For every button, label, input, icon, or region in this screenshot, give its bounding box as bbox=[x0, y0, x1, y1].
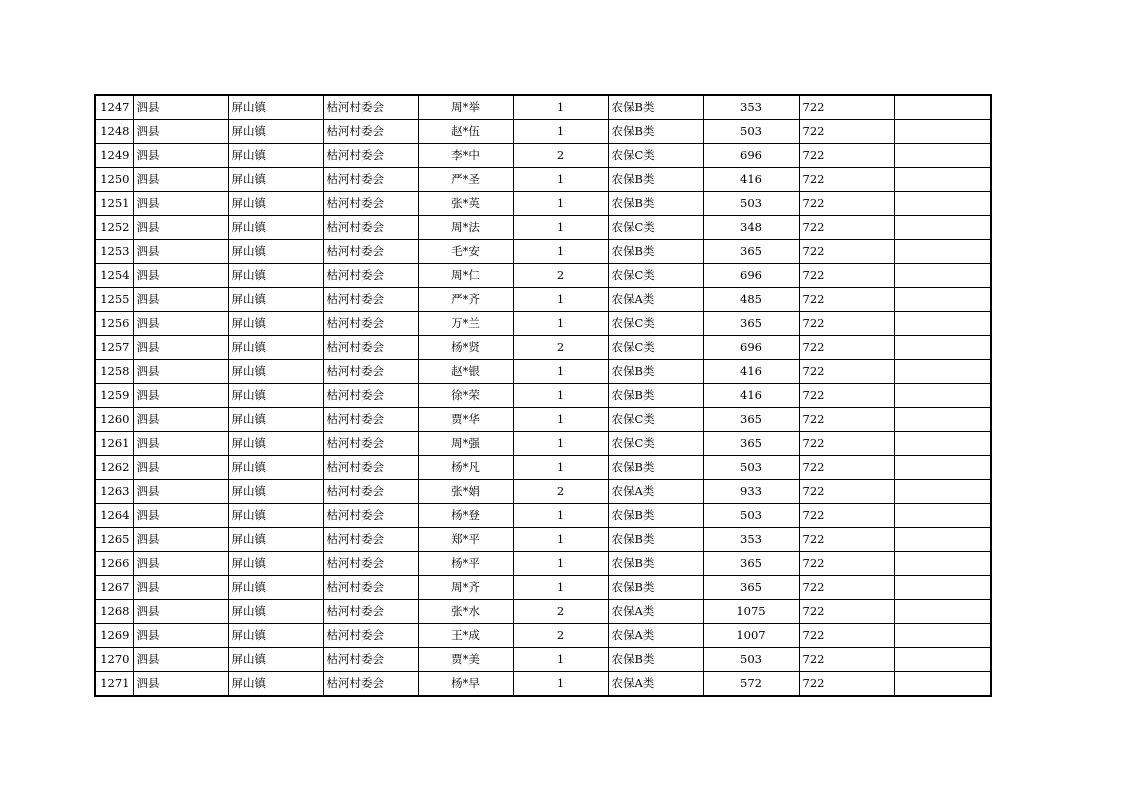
amount-cell: 365 bbox=[703, 240, 799, 264]
row-number-cell: 1249 bbox=[95, 144, 133, 168]
table-row bbox=[95, 408, 991, 432]
county-cell: 泗县 bbox=[133, 216, 228, 240]
standard-cell: 722 bbox=[799, 456, 894, 480]
village-committee-cell: 枯河村委会 bbox=[323, 168, 418, 192]
town-cell: 屏山镇 bbox=[228, 288, 323, 312]
town-cell: 屏山镇 bbox=[228, 360, 323, 384]
village-committee-cell: 枯河村委会 bbox=[323, 624, 418, 648]
remark-cell bbox=[894, 600, 991, 624]
table-row bbox=[95, 312, 991, 336]
household-count-cell: 1 bbox=[513, 384, 608, 408]
person-name-cell: 杨*凡 bbox=[418, 456, 513, 480]
insurance-category-cell: 农保B类 bbox=[608, 120, 703, 144]
household-count-cell: 2 bbox=[513, 264, 608, 288]
insurance-category-cell: 农保A类 bbox=[608, 624, 703, 648]
remark-cell bbox=[894, 408, 991, 432]
person-name-cell: 杨*登 bbox=[418, 504, 513, 528]
household-count-cell: 1 bbox=[513, 120, 608, 144]
table-row bbox=[95, 240, 991, 264]
insurance-category-cell: 农保C类 bbox=[608, 312, 703, 336]
insurance-category-cell: 农保B类 bbox=[608, 648, 703, 672]
household-count-cell: 1 bbox=[513, 408, 608, 432]
county-cell: 泗县 bbox=[133, 432, 228, 456]
town-cell: 屏山镇 bbox=[228, 624, 323, 648]
town-cell: 屏山镇 bbox=[228, 480, 323, 504]
person-name-cell: 周*仁 bbox=[418, 264, 513, 288]
standard-cell: 722 bbox=[799, 120, 894, 144]
remark-cell bbox=[894, 360, 991, 384]
standard-cell: 722 bbox=[799, 576, 894, 600]
county-cell: 泗县 bbox=[133, 600, 228, 624]
amount-cell: 503 bbox=[703, 648, 799, 672]
row-number-cell: 1257 bbox=[95, 336, 133, 360]
person-name-cell: 赵*伍 bbox=[418, 120, 513, 144]
county-cell: 泗县 bbox=[133, 95, 228, 120]
household-count-cell: 1 bbox=[513, 312, 608, 336]
remark-cell bbox=[894, 216, 991, 240]
county-cell: 泗县 bbox=[133, 360, 228, 384]
row-number-cell: 1253 bbox=[95, 240, 133, 264]
person-name-cell: 严*圣 bbox=[418, 168, 513, 192]
person-name-cell: 周*法 bbox=[418, 216, 513, 240]
insurance-category-cell: 农保C类 bbox=[608, 336, 703, 360]
standard-cell: 722 bbox=[799, 216, 894, 240]
row-number-cell: 1248 bbox=[95, 120, 133, 144]
county-cell: 泗县 bbox=[133, 552, 228, 576]
household-count-cell: 1 bbox=[513, 240, 608, 264]
remark-cell bbox=[894, 264, 991, 288]
county-cell: 泗县 bbox=[133, 648, 228, 672]
town-cell: 屏山镇 bbox=[228, 120, 323, 144]
insurance-category-cell: 农保C类 bbox=[608, 216, 703, 240]
person-name-cell: 张*英 bbox=[418, 192, 513, 216]
standard-cell: 722 bbox=[799, 168, 894, 192]
household-count-cell: 1 bbox=[513, 168, 608, 192]
village-committee-cell: 枯河村委会 bbox=[323, 312, 418, 336]
remark-cell bbox=[894, 504, 991, 528]
town-cell: 屏山镇 bbox=[228, 192, 323, 216]
amount-cell: 416 bbox=[703, 384, 799, 408]
remark-cell bbox=[894, 240, 991, 264]
table-row bbox=[95, 120, 991, 144]
standard-cell: 722 bbox=[799, 432, 894, 456]
table-row bbox=[95, 360, 991, 384]
town-cell: 屏山镇 bbox=[228, 456, 323, 480]
village-committee-cell: 枯河村委会 bbox=[323, 240, 418, 264]
village-committee-cell: 枯河村委会 bbox=[323, 456, 418, 480]
row-number-cell: 1268 bbox=[95, 600, 133, 624]
amount-cell: 503 bbox=[703, 192, 799, 216]
amount-cell: 416 bbox=[703, 360, 799, 384]
row-number-cell: 1265 bbox=[95, 528, 133, 552]
town-cell: 屏山镇 bbox=[228, 336, 323, 360]
town-cell: 屏山镇 bbox=[228, 95, 323, 120]
county-cell: 泗县 bbox=[133, 192, 228, 216]
village-committee-cell: 枯河村委会 bbox=[323, 144, 418, 168]
town-cell: 屏山镇 bbox=[228, 168, 323, 192]
county-cell: 泗县 bbox=[133, 336, 228, 360]
household-count-cell: 1 bbox=[513, 288, 608, 312]
standard-cell: 722 bbox=[799, 600, 894, 624]
amount-cell: 503 bbox=[703, 504, 799, 528]
standard-cell: 722 bbox=[799, 240, 894, 264]
remark-cell bbox=[894, 384, 991, 408]
standard-cell: 722 bbox=[799, 192, 894, 216]
household-count-cell: 1 bbox=[513, 216, 608, 240]
county-cell: 泗县 bbox=[133, 456, 228, 480]
insurance-category-cell: 农保B类 bbox=[608, 528, 703, 552]
standard-cell: 722 bbox=[799, 144, 894, 168]
amount-cell: 353 bbox=[703, 528, 799, 552]
town-cell: 屏山镇 bbox=[228, 552, 323, 576]
table-row bbox=[95, 528, 991, 552]
county-cell: 泗县 bbox=[133, 672, 228, 697]
standard-cell: 722 bbox=[799, 552, 894, 576]
row-number-cell: 1267 bbox=[95, 576, 133, 600]
insurance-category-cell: 农保A类 bbox=[608, 480, 703, 504]
person-name-cell: 张*水 bbox=[418, 600, 513, 624]
row-number-cell: 1251 bbox=[95, 192, 133, 216]
amount-cell: 503 bbox=[703, 456, 799, 480]
household-count-cell: 2 bbox=[513, 624, 608, 648]
amount-cell: 1007 bbox=[703, 624, 799, 648]
insurance-category-cell: 农保B类 bbox=[608, 576, 703, 600]
table-row bbox=[95, 168, 991, 192]
village-committee-cell: 枯河村委会 bbox=[323, 288, 418, 312]
insurance-category-cell: 农保C类 bbox=[608, 408, 703, 432]
standard-cell: 722 bbox=[799, 504, 894, 528]
insurance-category-cell: 农保C类 bbox=[608, 144, 703, 168]
remark-cell bbox=[894, 120, 991, 144]
county-cell: 泗县 bbox=[133, 528, 228, 552]
table-row bbox=[95, 216, 991, 240]
amount-cell: 365 bbox=[703, 432, 799, 456]
table-row bbox=[95, 192, 991, 216]
row-number-cell: 1270 bbox=[95, 648, 133, 672]
remark-cell bbox=[894, 672, 991, 697]
household-count-cell: 1 bbox=[513, 528, 608, 552]
remark-cell bbox=[894, 576, 991, 600]
county-cell: 泗县 bbox=[133, 264, 228, 288]
row-number-cell: 1252 bbox=[95, 216, 133, 240]
town-cell: 屏山镇 bbox=[228, 216, 323, 240]
insurance-category-cell: 农保C类 bbox=[608, 432, 703, 456]
table-row bbox=[95, 672, 991, 697]
row-number-cell: 1247 bbox=[95, 95, 133, 120]
person-name-cell: 贾*华 bbox=[418, 408, 513, 432]
insurance-category-cell: 农保B类 bbox=[608, 552, 703, 576]
household-count-cell: 2 bbox=[513, 480, 608, 504]
row-number-cell: 1258 bbox=[95, 360, 133, 384]
amount-cell: 572 bbox=[703, 672, 799, 697]
household-count-cell: 1 bbox=[513, 192, 608, 216]
amount-cell: 503 bbox=[703, 120, 799, 144]
row-number-cell: 1255 bbox=[95, 288, 133, 312]
county-cell: 泗县 bbox=[133, 408, 228, 432]
insurance-category-cell: 农保B类 bbox=[608, 192, 703, 216]
standard-cell: 722 bbox=[799, 288, 894, 312]
insurance-category-cell: 农保A类 bbox=[608, 672, 703, 697]
person-name-cell: 杨*贤 bbox=[418, 336, 513, 360]
amount-cell: 696 bbox=[703, 264, 799, 288]
row-number-cell: 1264 bbox=[95, 504, 133, 528]
insurance-category-cell: 农保B类 bbox=[608, 360, 703, 384]
remark-cell bbox=[894, 528, 991, 552]
person-name-cell: 杨*早 bbox=[418, 672, 513, 697]
county-cell: 泗县 bbox=[133, 144, 228, 168]
village-committee-cell: 枯河村委会 bbox=[323, 264, 418, 288]
remark-cell bbox=[894, 648, 991, 672]
town-cell: 屏山镇 bbox=[228, 528, 323, 552]
amount-cell: 696 bbox=[703, 336, 799, 360]
table-row bbox=[95, 95, 991, 120]
row-number-cell: 1271 bbox=[95, 672, 133, 697]
remark-cell bbox=[894, 144, 991, 168]
remark-cell bbox=[894, 312, 991, 336]
standard-cell: 722 bbox=[799, 95, 894, 120]
insurance-category-cell: 农保C类 bbox=[608, 264, 703, 288]
village-committee-cell: 枯河村委会 bbox=[323, 600, 418, 624]
village-committee-cell: 枯河村委会 bbox=[323, 216, 418, 240]
insurance-category-cell: 农保B类 bbox=[608, 456, 703, 480]
remark-cell bbox=[894, 624, 991, 648]
town-cell: 屏山镇 bbox=[228, 648, 323, 672]
person-name-cell: 周*齐 bbox=[418, 576, 513, 600]
person-name-cell: 毛*安 bbox=[418, 240, 513, 264]
amount-cell: 1075 bbox=[703, 600, 799, 624]
town-cell: 屏山镇 bbox=[228, 432, 323, 456]
town-cell: 屏山镇 bbox=[228, 576, 323, 600]
household-count-cell: 2 bbox=[513, 144, 608, 168]
village-committee-cell: 枯河村委会 bbox=[323, 336, 418, 360]
town-cell: 屏山镇 bbox=[228, 408, 323, 432]
household-count-cell: 1 bbox=[513, 360, 608, 384]
insurance-category-cell: 农保B类 bbox=[608, 240, 703, 264]
village-committee-cell: 枯河村委会 bbox=[323, 552, 418, 576]
insurance-category-cell: 农保A类 bbox=[608, 600, 703, 624]
insurance-category-cell: 农保B类 bbox=[608, 95, 703, 120]
insurance-category-cell: 农保B类 bbox=[608, 384, 703, 408]
household-count-cell: 1 bbox=[513, 504, 608, 528]
standard-cell: 722 bbox=[799, 672, 894, 697]
county-cell: 泗县 bbox=[133, 576, 228, 600]
person-name-cell: 杨*平 bbox=[418, 552, 513, 576]
table-row bbox=[95, 384, 991, 408]
town-cell: 屏山镇 bbox=[228, 600, 323, 624]
county-cell: 泗县 bbox=[133, 480, 228, 504]
town-cell: 屏山镇 bbox=[228, 312, 323, 336]
person-name-cell: 王*成 bbox=[418, 624, 513, 648]
standard-cell: 722 bbox=[799, 336, 894, 360]
standard-cell: 722 bbox=[799, 360, 894, 384]
amount-cell: 416 bbox=[703, 168, 799, 192]
household-count-cell: 1 bbox=[513, 648, 608, 672]
table-row bbox=[95, 144, 991, 168]
person-name-cell: 周*强 bbox=[418, 432, 513, 456]
village-committee-cell: 枯河村委会 bbox=[323, 648, 418, 672]
amount-cell: 696 bbox=[703, 144, 799, 168]
row-number-cell: 1254 bbox=[95, 264, 133, 288]
remark-cell bbox=[894, 192, 991, 216]
row-number-cell: 1256 bbox=[95, 312, 133, 336]
amount-cell: 348 bbox=[703, 216, 799, 240]
insurance-category-cell: 农保A类 bbox=[608, 288, 703, 312]
person-name-cell: 万*兰 bbox=[418, 312, 513, 336]
town-cell: 屏山镇 bbox=[228, 384, 323, 408]
table-row bbox=[95, 504, 991, 528]
row-number-cell: 1266 bbox=[95, 552, 133, 576]
row-number-cell: 1250 bbox=[95, 168, 133, 192]
village-committee-cell: 枯河村委会 bbox=[323, 120, 418, 144]
household-count-cell: 1 bbox=[513, 456, 608, 480]
county-cell: 泗县 bbox=[133, 168, 228, 192]
town-cell: 屏山镇 bbox=[228, 672, 323, 697]
table-row bbox=[95, 480, 991, 504]
village-committee-cell: 枯河村委会 bbox=[323, 576, 418, 600]
person-name-cell: 张*娟 bbox=[418, 480, 513, 504]
table-row bbox=[95, 624, 991, 648]
town-cell: 屏山镇 bbox=[228, 240, 323, 264]
household-count-cell: 1 bbox=[513, 552, 608, 576]
county-cell: 泗县 bbox=[133, 384, 228, 408]
amount-cell: 353 bbox=[703, 95, 799, 120]
standard-cell: 722 bbox=[799, 264, 894, 288]
remark-cell bbox=[894, 456, 991, 480]
household-count-cell: 1 bbox=[513, 576, 608, 600]
county-cell: 泗县 bbox=[133, 288, 228, 312]
table-row bbox=[95, 288, 991, 312]
amount-cell: 365 bbox=[703, 552, 799, 576]
town-cell: 屏山镇 bbox=[228, 144, 323, 168]
village-committee-cell: 枯河村委会 bbox=[323, 432, 418, 456]
remark-cell bbox=[894, 288, 991, 312]
remark-cell bbox=[894, 95, 991, 120]
amount-cell: 485 bbox=[703, 288, 799, 312]
village-committee-cell: 枯河村委会 bbox=[323, 528, 418, 552]
row-number-cell: 1262 bbox=[95, 456, 133, 480]
remark-cell bbox=[894, 336, 991, 360]
county-cell: 泗县 bbox=[133, 240, 228, 264]
amount-cell: 933 bbox=[703, 480, 799, 504]
roster-table bbox=[94, 94, 992, 697]
remark-cell bbox=[894, 480, 991, 504]
row-number-cell: 1259 bbox=[95, 384, 133, 408]
roster-body bbox=[95, 95, 991, 696]
town-cell: 屏山镇 bbox=[228, 504, 323, 528]
standard-cell: 722 bbox=[799, 384, 894, 408]
table-row bbox=[95, 576, 991, 600]
row-number-cell: 1261 bbox=[95, 432, 133, 456]
village-committee-cell: 枯河村委会 bbox=[323, 672, 418, 697]
person-name-cell: 周*举 bbox=[418, 95, 513, 120]
standard-cell: 722 bbox=[799, 480, 894, 504]
standard-cell: 722 bbox=[799, 528, 894, 552]
village-committee-cell: 枯河村委会 bbox=[323, 504, 418, 528]
person-name-cell: 严*齐 bbox=[418, 288, 513, 312]
table-row bbox=[95, 600, 991, 624]
village-committee-cell: 枯河村委会 bbox=[323, 360, 418, 384]
person-name-cell: 李*中 bbox=[418, 144, 513, 168]
row-number-cell: 1260 bbox=[95, 408, 133, 432]
village-committee-cell: 枯河村委会 bbox=[323, 384, 418, 408]
remark-cell bbox=[894, 432, 991, 456]
county-cell: 泗县 bbox=[133, 624, 228, 648]
county-cell: 泗县 bbox=[133, 120, 228, 144]
remark-cell bbox=[894, 552, 991, 576]
county-cell: 泗县 bbox=[133, 312, 228, 336]
table-row bbox=[95, 432, 991, 456]
person-name-cell: 赵*银 bbox=[418, 360, 513, 384]
insurance-category-cell: 农保B类 bbox=[608, 504, 703, 528]
standard-cell: 722 bbox=[799, 648, 894, 672]
table-row bbox=[95, 336, 991, 360]
table-row bbox=[95, 648, 991, 672]
remark-cell bbox=[894, 168, 991, 192]
household-count-cell: 1 bbox=[513, 432, 608, 456]
village-committee-cell: 枯河村委会 bbox=[323, 95, 418, 120]
row-number-cell: 1269 bbox=[95, 624, 133, 648]
person-name-cell: 郑*平 bbox=[418, 528, 513, 552]
table-row bbox=[95, 264, 991, 288]
amount-cell: 365 bbox=[703, 408, 799, 432]
insurance-category-cell: 农保B类 bbox=[608, 168, 703, 192]
household-count-cell: 2 bbox=[513, 336, 608, 360]
household-count-cell: 1 bbox=[513, 95, 608, 120]
village-committee-cell: 枯河村委会 bbox=[323, 480, 418, 504]
county-cell: 泗县 bbox=[133, 504, 228, 528]
town-cell: 屏山镇 bbox=[228, 264, 323, 288]
standard-cell: 722 bbox=[799, 624, 894, 648]
person-name-cell: 贾*美 bbox=[418, 648, 513, 672]
household-count-cell: 2 bbox=[513, 600, 608, 624]
village-committee-cell: 枯河村委会 bbox=[323, 408, 418, 432]
table-row bbox=[95, 456, 991, 480]
standard-cell: 722 bbox=[799, 408, 894, 432]
village-committee-cell: 枯河村委会 bbox=[323, 192, 418, 216]
table-row bbox=[95, 552, 991, 576]
standard-cell: 722 bbox=[799, 312, 894, 336]
person-name-cell: 徐*荣 bbox=[418, 384, 513, 408]
amount-cell: 365 bbox=[703, 312, 799, 336]
amount-cell: 365 bbox=[703, 576, 799, 600]
row-number-cell: 1263 bbox=[95, 480, 133, 504]
household-count-cell: 1 bbox=[513, 672, 608, 697]
